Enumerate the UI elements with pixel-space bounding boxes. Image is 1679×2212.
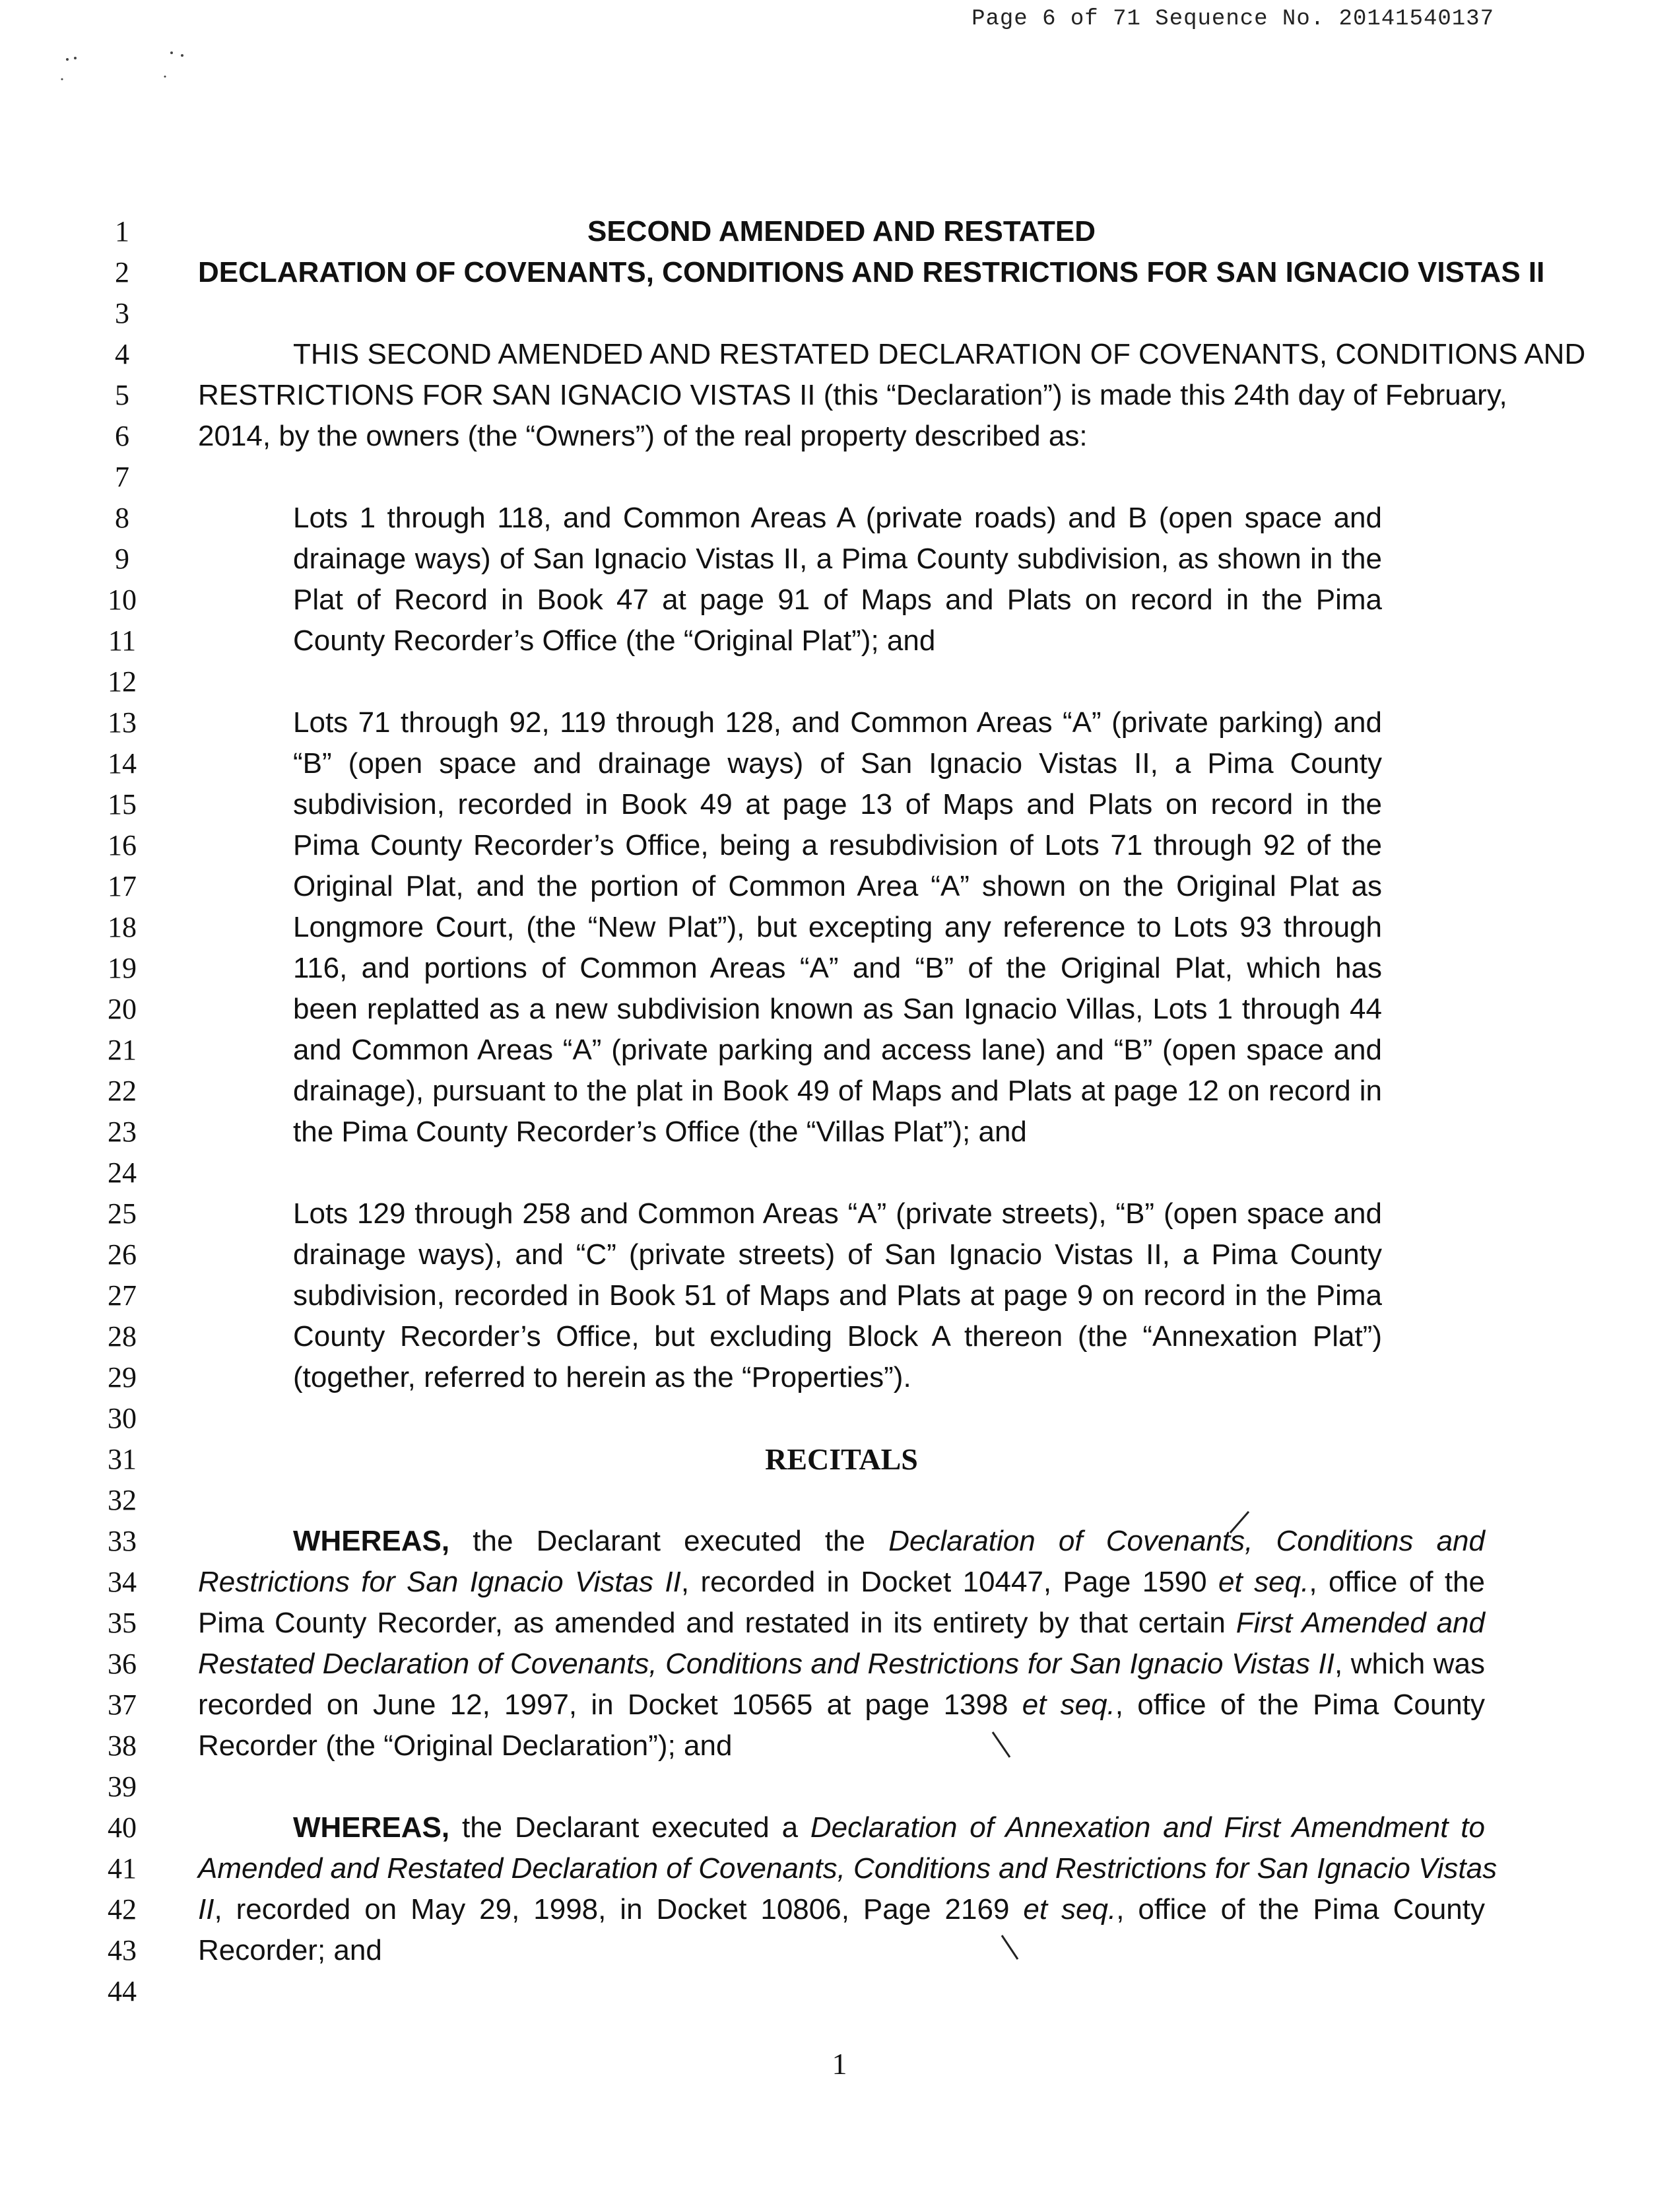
line-number: 16 [108, 829, 137, 861]
line-number: 42 [108, 1893, 137, 1926]
recitals-heading: RECITALS [765, 1442, 918, 1476]
whereas-2-line [293, 1807, 1485, 1848]
line-number: 39 [108, 1770, 137, 1803]
line-number: 9 [115, 543, 129, 575]
property-2-line: Original Plat, and the portion of Common Area “A” shown on the Original Plat as [293, 870, 1382, 902]
property-2-line: the Pima County Recorder’s Office (the “Villas Plat”); and [293, 1116, 1027, 1148]
italic-text: et seq. [1023, 1893, 1117, 1926]
italic-text: et seq. [1022, 1689, 1115, 1721]
line-number: 19 [108, 952, 137, 984]
page-header: Page 6 of 71 Sequence No. 20141540137 [971, 7, 1494, 32]
property-1-line: drainage ways) of San Ignacio Vistas II, a Pima County subdivision, as shown in the [293, 543, 1382, 575]
text-run: Pima County Recorder, as amended and restated in its entirety by that certain [198, 1607, 1236, 1639]
line-number: 2 [115, 256, 129, 288]
title-line-2: DECLARATION OF COVENANTS, CONDITIONS AND RESTRICTIONS FOR SAN IGNACIO VISTAS II [198, 256, 1545, 288]
whereas-1-line [198, 1562, 1485, 1603]
line-number: 11 [108, 624, 137, 657]
page-number: 1 [832, 2047, 847, 2081]
property-2-line: Longmore Court, (the “New Plat”), but excepting any reference to Lots 93 through [293, 911, 1382, 943]
scan-specks [53, 46, 211, 99]
line-number: 29 [108, 1361, 137, 1393]
property-3-line: Lots 129 through 258 and Common Areas “A” (private streets), “B” (open space and [293, 1197, 1382, 1230]
italic-title: Amended and Restated Declaration of Covenants, Conditions and Restrictions for San Ignacio Vistas [198, 1852, 1498, 1885]
line-number: 14 [108, 747, 137, 780]
whereas-1-line [293, 1521, 1485, 1562]
property-3-line: drainage ways), and “C” (private streets) of San Ignacio Vistas II, a Pima County [293, 1238, 1382, 1271]
whereas-2-line: Recorder; and [198, 1934, 382, 1966]
handwritten-tick-mark [990, 1729, 1016, 1762]
line-number: 22 [108, 1075, 137, 1107]
line-number: 20 [108, 993, 137, 1025]
line-number: 28 [108, 1320, 137, 1353]
line-number: 5 [115, 379, 129, 411]
whereas-1-line [198, 1685, 1485, 1726]
italic-title: II [198, 1893, 214, 1926]
whereas-2-line [198, 1848, 1498, 1889]
intro-line: 2014, by the owners (the “Owners”) of the real property described as: [198, 420, 1088, 452]
text-run: recorded on June 12, 1997, in Docket 10565 at page 1398 [198, 1689, 1022, 1721]
line-number: 41 [108, 1852, 137, 1885]
line-number: 34 [108, 1566, 137, 1598]
line-number: 4 [115, 338, 129, 370]
property-2-line: “B” (open space and drainage ways) of San Ignacio Vistas II, a Pima County [293, 747, 1382, 780]
line-number: 35 [108, 1607, 137, 1639]
whereas-2-line [198, 1889, 1485, 1930]
intro-line: RESTRICTIONS FOR SAN IGNACIO VISTAS II (this “Declaration”) is made this 24th day of February, [198, 379, 1507, 411]
line-number: 8 [115, 502, 129, 534]
text-run: , recorded in Docket 10447, Page 1590 [680, 1566, 1219, 1598]
text-run: the Declarant executed a [449, 1811, 810, 1844]
text-run: , office of the [1309, 1566, 1485, 1598]
line-number: 21 [108, 1034, 137, 1066]
handwritten-tick-mark [1226, 1506, 1253, 1539]
intro-line: THIS SECOND AMENDED AND RESTATED DECLARATION OF COVENANTS, CONDITIONS AND [293, 338, 1586, 370]
line-number: 1 [115, 215, 129, 248]
line-number: 40 [108, 1811, 137, 1844]
line-number: 32 [108, 1484, 137, 1516]
whereas-1-line [198, 1644, 1485, 1685]
line-number: 10 [108, 584, 137, 616]
title-line-1: SECOND AMENDED AND RESTATED [587, 215, 1096, 248]
line-number: 38 [108, 1729, 137, 1762]
whereas-keyword: WHEREAS, [293, 1525, 450, 1557]
line-number: 27 [108, 1279, 137, 1312]
italic-title: Restrictions for San Ignacio Vistas II [198, 1566, 681, 1598]
property-1-line: Plat of Record in Book 47 at page 91 of Maps and Plats on record in the Pima [293, 584, 1382, 616]
line-number: 24 [108, 1156, 137, 1189]
line-number: 7 [115, 461, 129, 493]
whereas-1-line [198, 1603, 1485, 1644]
property-2-line: 116, and portions of Common Areas “A” and “B” of the Original Plat, which has [293, 952, 1382, 984]
line-number: 15 [108, 788, 137, 821]
property-3-line: subdivision, recorded in Book 51 of Maps and Plats at page 9 on record in the Pima [293, 1279, 1382, 1312]
property-3-line: (together, referred to herein as the “Properties”). [293, 1361, 911, 1393]
line-number: 26 [108, 1238, 137, 1271]
property-2-line: been replatted as a new subdivision known as San Ignacio Villas, Lots 1 through 44 [293, 993, 1382, 1025]
text-run: , office of the Pima County [1116, 1893, 1485, 1926]
line-number: 31 [108, 1443, 137, 1475]
property-2-line: subdivision, recorded in Book 49 at page 13 of Maps and Plats on record in the [293, 788, 1382, 821]
line-number: 18 [108, 911, 137, 943]
text-run: , recorded on May 29, 1998, in Docket 10806, Page 2169 [214, 1893, 1024, 1926]
line-number: 17 [108, 870, 137, 902]
italic-title: Declaration of Annexation and First Amendment to [810, 1811, 1485, 1844]
property-3-line: County Recorder’s Office, but excluding Block A thereon (the “Annexation Plat”) [293, 1320, 1382, 1353]
property-2-line: and Common Areas “A” (private parking and access lane) and “B” (open space and [293, 1034, 1382, 1066]
line-number: 33 [108, 1525, 137, 1557]
italic-title: Restated Declaration of Covenants, Conditions and Restrictions for San Ignacio Vistas II [198, 1648, 1334, 1680]
property-1-line: County Recorder’s Office (the “Original Plat”); and [293, 624, 936, 657]
line-number: 30 [108, 1402, 137, 1434]
line-number: 3 [115, 297, 129, 329]
property-2-line: Pima County Recorder’s Office, being a resubdivision of Lots 71 through 92 of the [293, 829, 1382, 861]
text-run: the Declarant executed the [449, 1525, 889, 1557]
italic-text: et seq. [1218, 1566, 1309, 1598]
line-number: 37 [108, 1689, 137, 1721]
line-number: 13 [108, 706, 137, 739]
whereas-keyword: WHEREAS, [293, 1811, 450, 1844]
line-number: 25 [108, 1197, 137, 1230]
line-number: 6 [115, 420, 129, 452]
property-2-line: Lots 71 through 92, 119 through 128, and Common Areas “A” (private parking) and [293, 706, 1382, 739]
property-2-line: drainage), pursuant to the plat in Book 49 of Maps and Plats at page 12 on record in [293, 1075, 1382, 1107]
line-number: 23 [108, 1116, 137, 1148]
handwritten-tick-mark [998, 1933, 1024, 1966]
property-1-line: Lots 1 through 118, and Common Areas A (private roads) and B (open space and [293, 502, 1382, 534]
line-number: 43 [108, 1934, 137, 1966]
line-number: 36 [108, 1648, 137, 1680]
line-number: 12 [108, 665, 137, 698]
whereas-1-line: Recorder (the “Original Declaration”); and [198, 1729, 733, 1762]
italic-title: Declaration of Covenants, Conditions and [888, 1525, 1486, 1557]
text-run: , which was [1334, 1648, 1485, 1680]
text-run: , office of the Pima County [1115, 1689, 1485, 1721]
italic-title: First Amended and [1235, 1607, 1485, 1639]
line-number: 44 [108, 1975, 137, 2007]
